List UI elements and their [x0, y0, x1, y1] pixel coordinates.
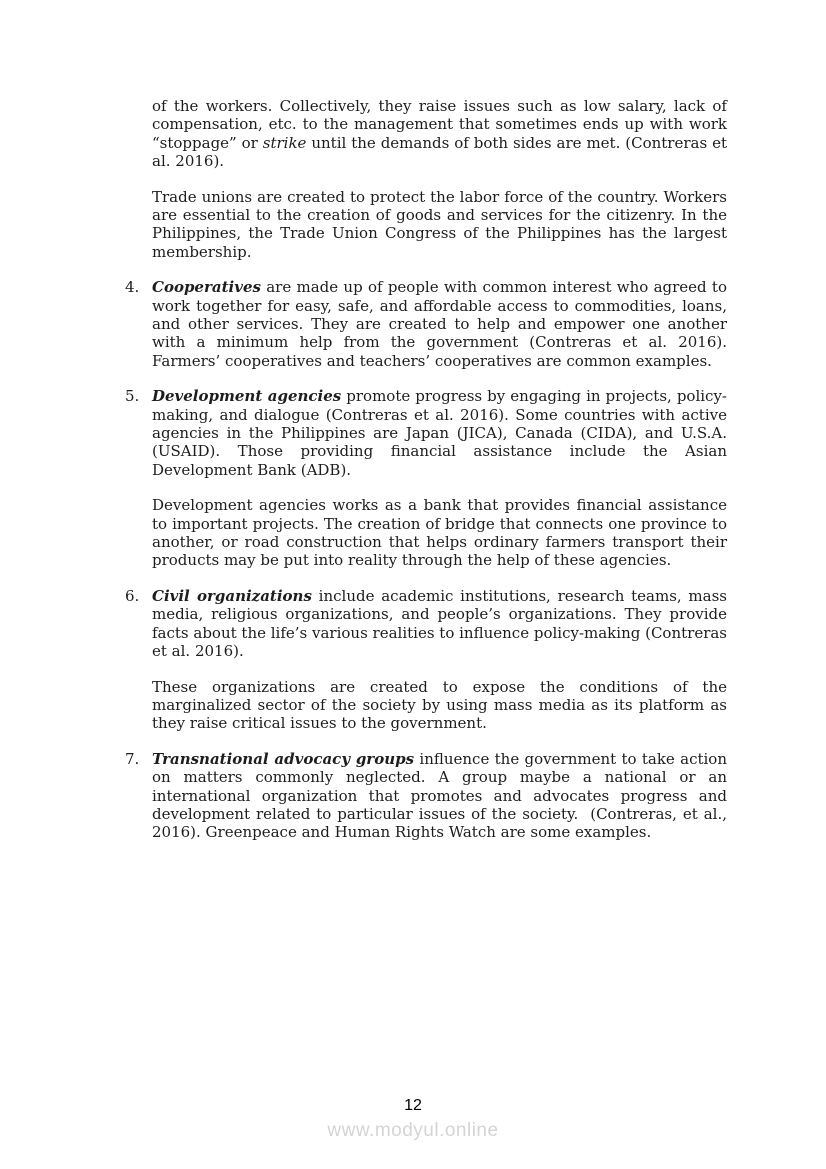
list-item-number: 6.	[125, 587, 140, 606]
page-number: 12	[404, 1097, 422, 1114]
text-segment: Trade unions are created to protect the labor force of the country. Workers are essential to the creation of goods and services for the citizenry. In the Philippines, the Trade Union Congress of the Philippines has the largest membership.	[152, 187, 727, 261]
text-segment: Cooperatives	[152, 278, 261, 297]
text-segment: are made up of people with common interest who agreed to work together for easy, safe, and affordable access to commodities, loans, and other services. They are created to help and empower one another with a minimum help from the government (Contreras et al. 2016). Farmers’ cooperatives and teachers’ cooperatives are common examples.	[152, 278, 727, 370]
text-segment: promote progress by engaging in projects, policy-making, and dialogue (Contreras et al. 2016). Some countries with active agencies in the Philippines are Japan (JICA), Canada (CIDA), and U.S.A. (USAID). Those providing financial assistance include the Asian Development Bank (ADB).	[152, 387, 727, 479]
list-item-number: 4.	[125, 278, 140, 297]
watermark-text: www.modyul.online	[327, 1120, 499, 1141]
list-item-number: 5.	[125, 387, 140, 406]
text-segment: until the demands of both sides are met. (Contreras et al. 2016).	[152, 133, 727, 170]
document-blocks	[125, 97, 727, 859]
paragraph	[152, 496, 727, 569]
paragraph	[152, 97, 727, 170]
list-item	[125, 387, 727, 478]
text-segment: Development agencies works as a bank that provides financial assistance to important projects. The creation of bridge that connects one province to another, or road construction that helps ordinary farmers transport their products may be put into reality through the help of these agencies.	[152, 496, 727, 570]
paragraph	[152, 188, 727, 261]
text-segment: strike	[262, 133, 307, 152]
text-segment: Development agencies	[152, 387, 342, 406]
text-segment: of the workers. Collectively, they raise issues such as low salary, lack of compensation, etc. to the management that sometimes ends up with work “stoppage” or	[152, 97, 727, 152]
list-item-number: 7.	[125, 750, 140, 769]
list-item	[125, 750, 727, 841]
text-segment: influence the government to take action on matters commonly neglected. A group maybe a national or an international organization that promotes and advocates progress and development related to particular issues of the society. (Contreras, et al., 2016). Greenpeace and Human Rights Watch are some examples.	[152, 750, 727, 842]
paragraph	[152, 678, 727, 733]
list-item	[125, 278, 727, 369]
text-segment: include academic institutions, research teams, mass media, religious organizations, and people’s organizations. They provide facts about the life’s various realities to influence policy-making (Contreras et al. 2016).	[152, 587, 728, 660]
text-segment: Transnational advocacy groups	[152, 750, 415, 769]
list-item	[125, 587, 727, 660]
text-segment: These organizations are created to expose the conditions of the marginalized sector of the society by using mass media as its platform as they raise critical issues to the government.	[152, 677, 727, 733]
text-segment: Civil organizations	[152, 587, 312, 606]
